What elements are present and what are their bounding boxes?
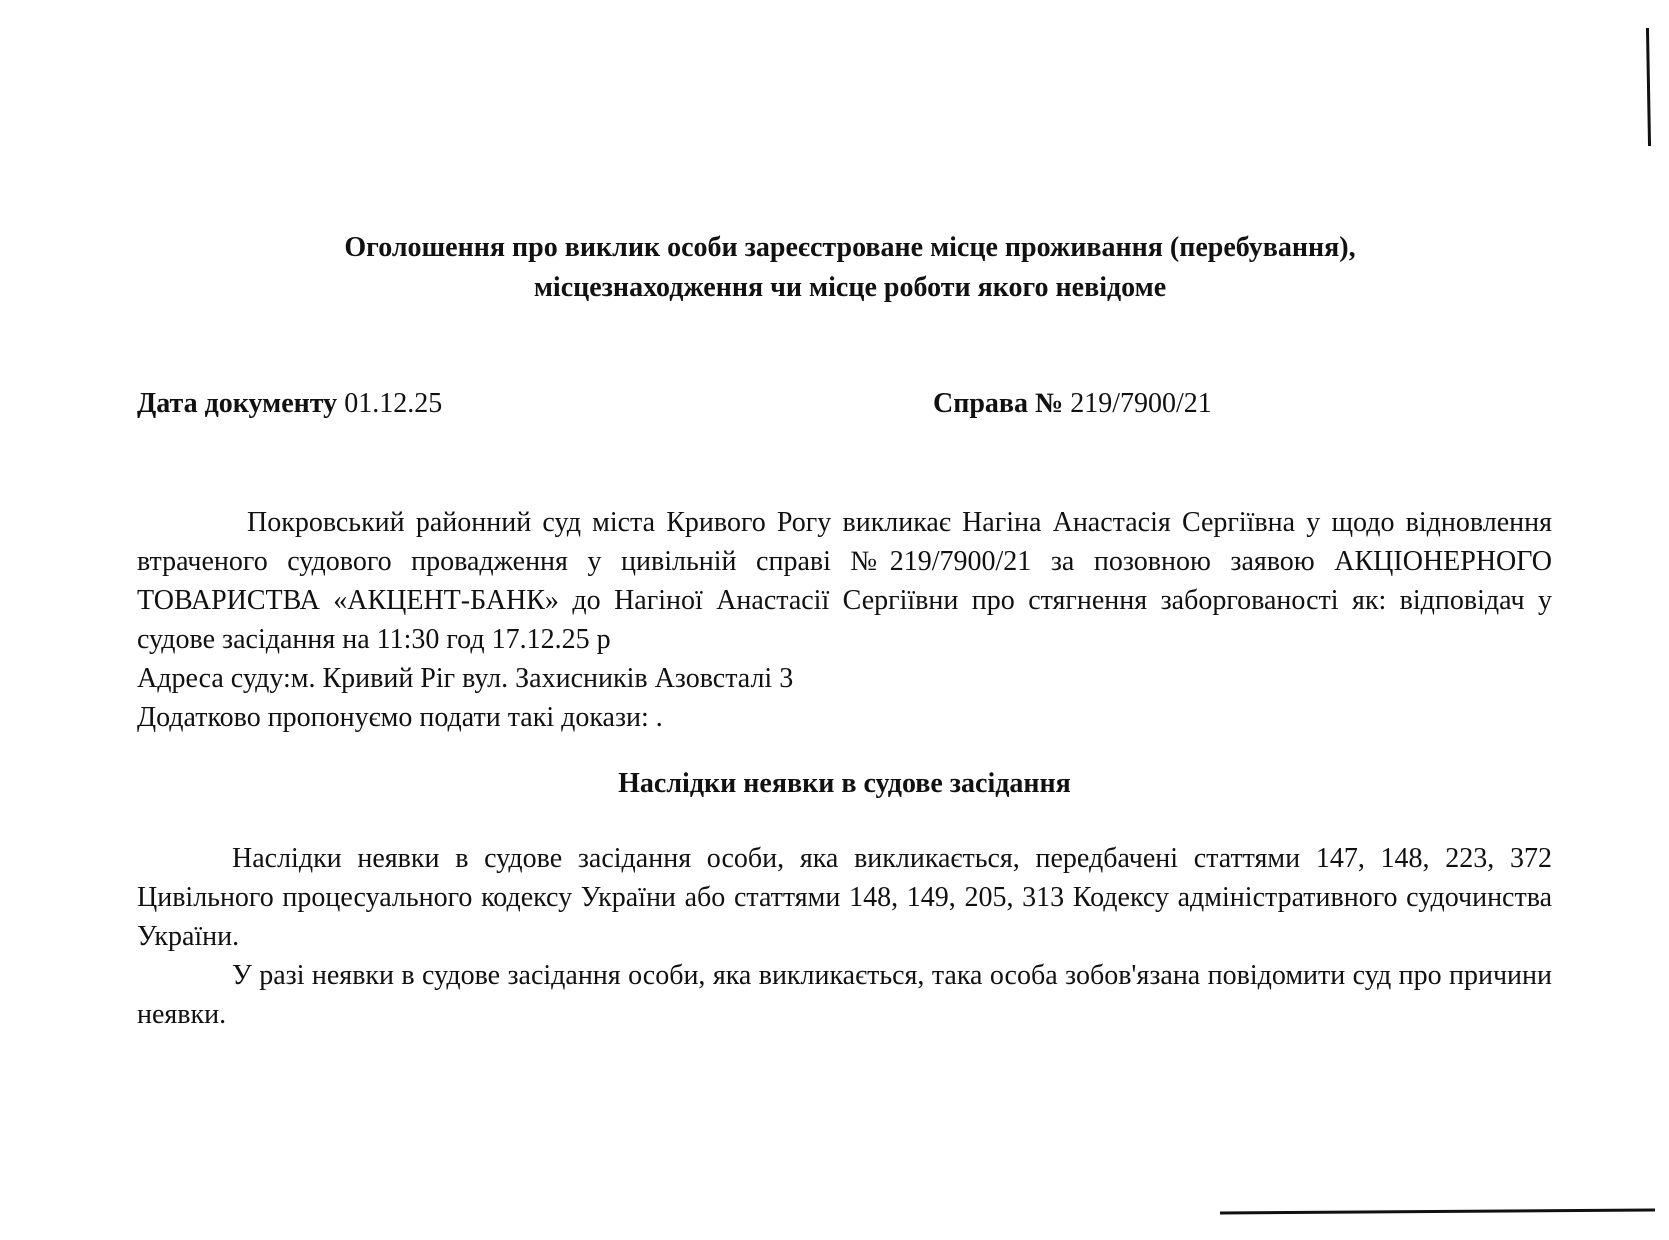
case-label: Справа № bbox=[933, 388, 1064, 419]
evidence-request: Додатково пропонуємо подати такі докази: . bbox=[137, 702, 663, 733]
case-value: 219/7900/21 bbox=[1070, 388, 1212, 419]
consequences-paragraph-2: У разі неявки в судове засідання особи, яка викликається, така особа зобов'язана повідомити суд про причини неявки. bbox=[137, 960, 1552, 1030]
scan-edge-line bbox=[1646, 28, 1651, 146]
document-title bbox=[140, 228, 1560, 308]
date-value: 01.12.25 bbox=[344, 388, 443, 419]
title-line-2: місцезнаходження чи місце роботи якого невідоме bbox=[533, 272, 1167, 303]
consequences-section bbox=[137, 839, 1552, 1034]
date-label: Дата документу bbox=[137, 388, 338, 419]
consequences-heading: Наслідки неявки в судове засідання bbox=[618, 768, 1071, 799]
title-line-1: Оголошення про виклик особи зареєстроване місце проживання (перебування), bbox=[344, 232, 1356, 263]
scan-underline bbox=[1220, 1208, 1655, 1214]
summons-paragraph: Покровський районний суд міста Кривого Рогу викликає Нагіна Анастасія Сергіївна у щодо відновлення втраченого судового провадження у цивільній справі №219/7900/21 за позовною заявою АКЦІОНЕРНОГО ТОВАРИСТВА «АКЦЕНТ-БАНК» до Нагіної Анастасії Сергіївни про стягнення заборгованості як: відповідач у судове засідання на 11:30 год 17.12.25 р bbox=[137, 507, 1552, 655]
document-date bbox=[137, 386, 442, 422]
court-address: Адреса суду:м. Кривий Ріг вул. Захисників Азовсталі 3 bbox=[137, 663, 794, 694]
summons-section bbox=[137, 503, 1552, 737]
case-number bbox=[933, 386, 1212, 422]
consequences-paragraph-1: Наслідки неявки в судове засідання особи, яка викликається, передбачені статтями 147, 148, 223, 372 Цивільного процесуального кодексу України або статтями 148, 149, 205, 313 Кодексу адміністративного судочинства України. bbox=[137, 843, 1552, 952]
